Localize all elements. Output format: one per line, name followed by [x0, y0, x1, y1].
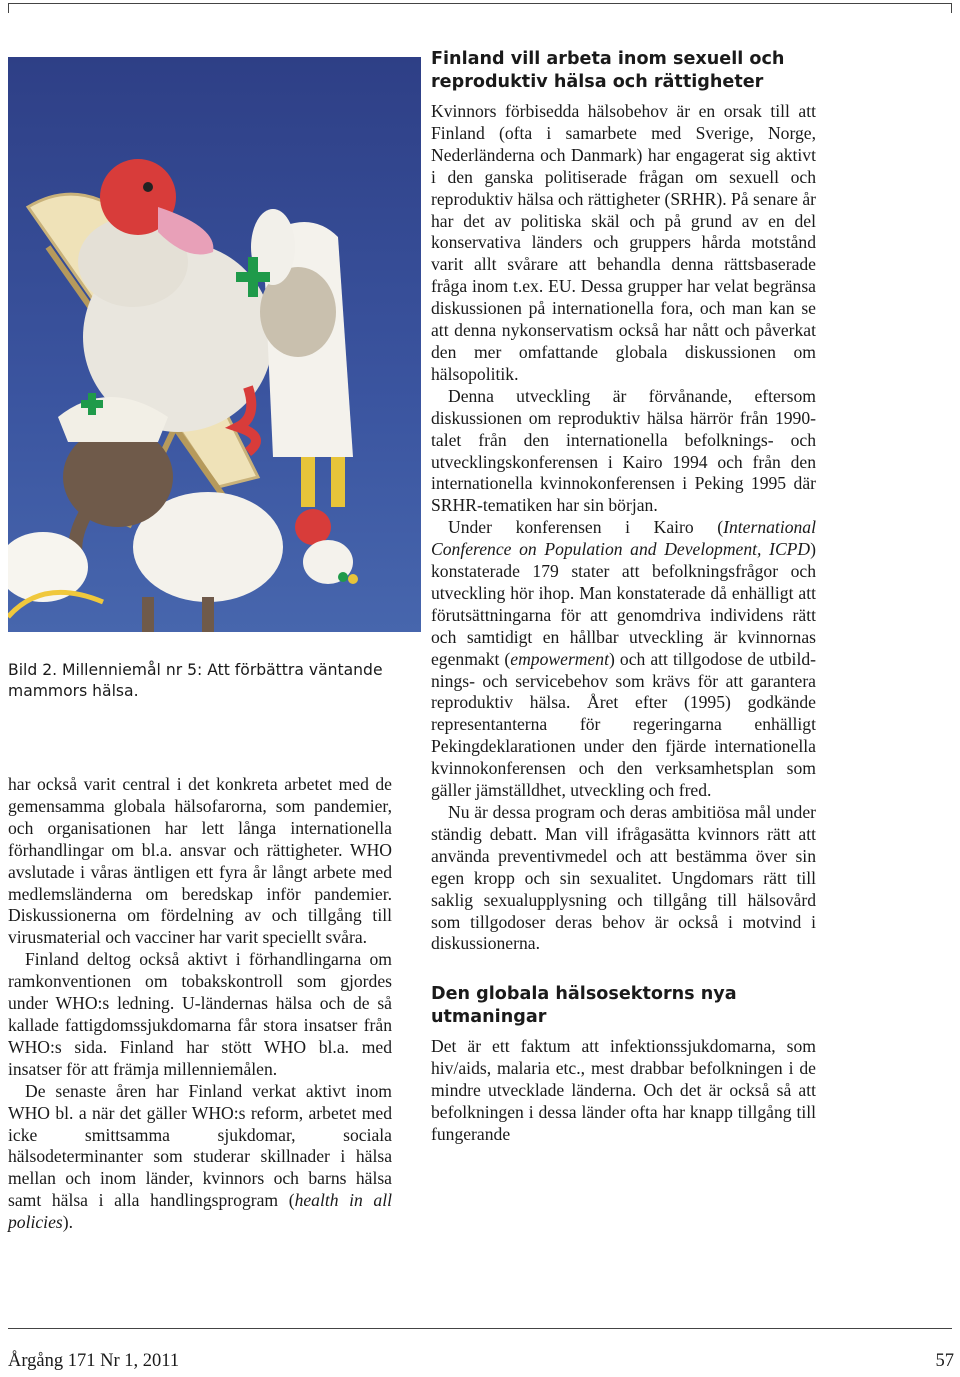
italic-phrase: International Conference on Population and Development, ICPD	[431, 517, 816, 560]
text-run: De senaste åren har Finland verkat aktivt inom WHO bl. a när det gäller WHO:s reform, arbetet med icke smittsamma sjukdomar, sociala hälsodeterminanter som studerar skillnader i hälsa mellan och inom länder, kvinnors och barns hälsa samt hälsa i alla handlingsprogram (	[8, 1080, 392, 1211]
paragraph	[431, 517, 816, 802]
rule-tick	[8, 3, 9, 13]
paragraph: Kvinnors förbisedda hälsobehov är en orsak till att Finland (ofta i samarbete med Sverige, Norge, Nederländerna och Danmark) har engagerat sig aktivt i den ganska politiserade frågan om sexuell och reproduktiv hälsa och rättigheter (SRHR). På senare år har det av politiska skäl och på grund av en del konservativa länders och gruppers hårda motstånd varit allt svårare att behandla denna rättsbaserade fråga inom t.ex. EU. Dessa grupper har velat begränsa diskussionen på internationella fora, och man kan se att denna nykonservatism också har nått och påverkat den mer omfattande globala diskussionen om hälsopolitik.	[431, 101, 816, 384]
chick-head	[295, 509, 331, 545]
paragraph: Denna utveckling är förvånande, eftersom diskussionen om reproduktiv hälsa härrör från 1990-talet från den internationella befolknings- och utvecklingskonferensen i Kairo 1994 och från den internationella kvinnokonferensen i Peking 1995 där SRHR-tematiken har sin början.	[431, 385, 816, 516]
section-heading: Finland vill arbeta inom sexuell och reproduktiv hälsa och rättigheter	[431, 49, 785, 92]
paragraph: Nu är dessa program och deras ambitiösa mål under ständig debatt. Man vill ifrågasätta kvinnors rätt att använda preventivmedel och att bestämma över sin egen kropp och sin sexualitet. Ungdomars rätt till saklig sexualupplysning och tillgång till hälsovård som tillgodoser deras behov är också i motvind i diskussionerna.	[431, 802, 816, 954]
italic-phrase: empowerment	[510, 648, 609, 669]
italic-phrase: health in all policies	[8, 1190, 393, 1233]
text-run: ) och att tillgodose de utbildnings- och servicebehov som krävs för att garantera reproduktiv hälsa. Året efter (1995) godkände representanterna för regeringarna enhälligt Pekingdeklarationen under den fjärde internationella kvinnokonferensen och den verksamhetsplan som gäller jämställdhet, utveckling och fred.	[431, 648, 816, 801]
section-heading: Den globala hälsosektorns nya utmaningar	[431, 984, 737, 1027]
paragraph: Finland deltog också aktivt i förhandlingarna om ramkonventionen om tobakskontroll som gjordes under WHO:s ledning. U-ländernas hälsa och de så kallade fattigdomssjukdomarna får stora insatser från WHO:s sida. Finland har stött WHO bl.a. med insatser för att främja millenniemålen.	[8, 949, 392, 1079]
text-run: Under konferensen i Kairo (	[448, 517, 724, 538]
bird-eye	[143, 182, 153, 192]
paragraph: Det är ett faktum att infektionssjukdomarna, som hiv/aids, malaria etc., mest drabbar befolkningen i de mindre utvecklade länderna. Och det är också så att befolkningen i dessa länder ofta har knapp tillgång till fungerande	[431, 1036, 816, 1144]
toy	[348, 574, 358, 584]
rule-tick	[951, 3, 952, 13]
figure-caption: Bild 2. Millenniemål nr 5: Att förbättra väntande mammors hälsa.	[8, 661, 383, 700]
illustration	[8, 57, 421, 632]
toy	[338, 572, 348, 582]
right-column	[431, 48, 816, 1146]
top-rule	[8, 3, 952, 4]
page-number: 57	[935, 1351, 954, 1371]
nurse-cross	[81, 400, 103, 408]
left-column	[8, 774, 392, 1234]
rabbit-cross	[236, 272, 270, 282]
footer-rule	[8, 1328, 952, 1329]
issue-info: Årgång 171 Nr 1, 2011	[8, 1351, 180, 1371]
text-run: ) konstaterade 179 stater att befolkningsfrågor och utveckling hör ihop. Man konstaterade då enhälligt att förutsättningarna för att genomdriva individens rätt och samtidigt en hållbar utveckling är kvinnornas egenmakt (	[431, 539, 816, 669]
text-run: ).	[62, 1212, 73, 1233]
paragraph: har också varit central i det konkreta arbetet med de gemensamma globala hälsofarorna, som pandemier, och organisationen har lett långa internationella förhandlingar om bl.a. ansvar och rättigheter. WHO avslutade i våras äntligen ett fyra år långt arbete med medlemsländerna om beredskap inför pandemier. Diskussionerna om fördelning av och tillgång till virusmaterial och vacciner har varit speciellt svåra.	[8, 774, 392, 948]
paragraph	[8, 1081, 392, 1234]
